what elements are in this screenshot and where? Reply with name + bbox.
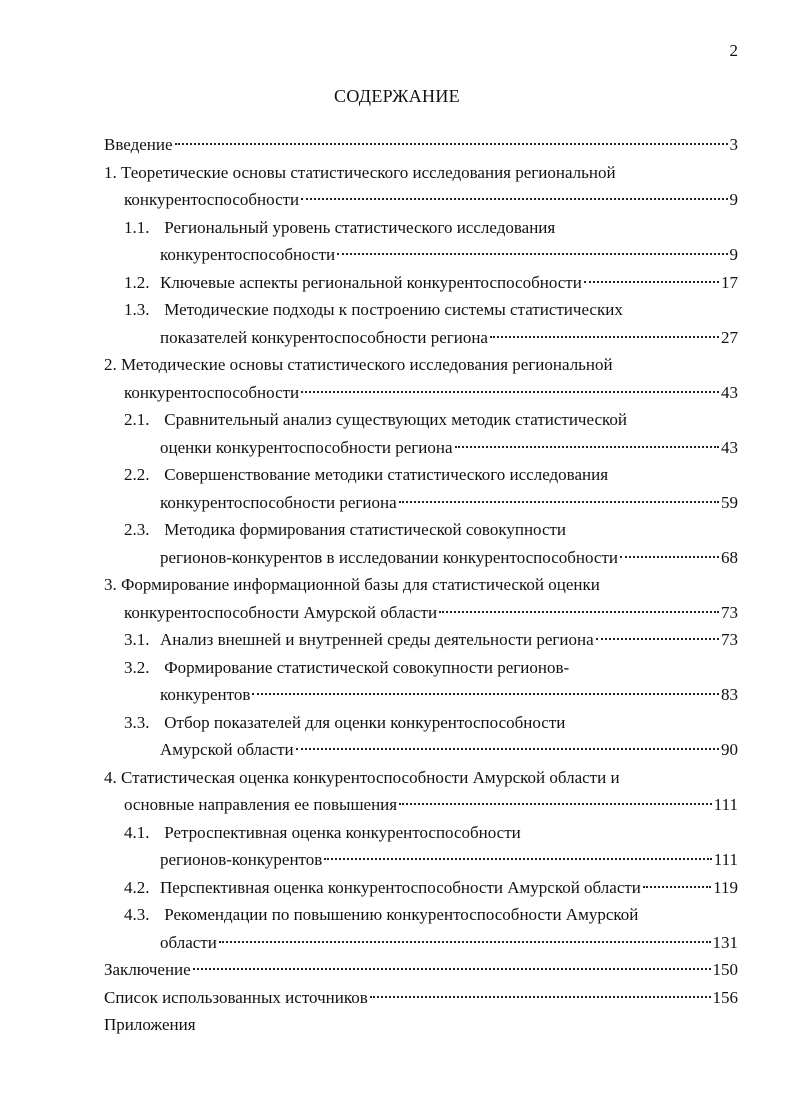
toc-page-number: 9	[729, 245, 738, 264]
toc-chapter-2-line1	[104, 351, 738, 379]
toc-section-1-2	[104, 269, 738, 297]
toc-chapter-4-line2	[104, 791, 738, 819]
toc-page-number: 83	[721, 685, 738, 704]
table-of-contents	[104, 131, 738, 1039]
toc-entry-text: Теоретические основы статистического исследования региональной	[121, 162, 616, 182]
toc-entry-text: оценки конкурентоспособности региона	[160, 437, 453, 457]
toc-page-number: 150	[712, 960, 738, 979]
toc-entry-text: конкурентоспособности	[160, 245, 336, 264]
toc-page-number: 73	[721, 630, 738, 649]
toc-entry-text: Совершенствование методики статистического исследования	[164, 465, 609, 484]
toc-chapter-number: 1.	[104, 162, 117, 182]
toc-section-number: 4.3.	[124, 905, 150, 924]
toc-section-3-3-line2	[104, 736, 738, 764]
dot-leader	[175, 143, 728, 145]
dot-leader	[490, 336, 719, 338]
toc-entry-text: Приложения	[104, 1015, 196, 1034]
toc-entry-text: Введение	[104, 135, 173, 154]
toc-section-4-1-line1	[104, 819, 738, 847]
dot-leader	[252, 693, 719, 695]
toc-page-number: 9	[729, 190, 738, 209]
toc-section-number: 1.2.	[124, 272, 150, 292]
toc-section-number: 3.3.	[124, 712, 150, 732]
dot-leader	[584, 281, 719, 283]
toc-page-number: 43	[721, 382, 738, 402]
toc-section-4-3-line2	[104, 929, 738, 957]
toc-chapter-number: 2.	[104, 355, 117, 374]
toc-entry-text: основные направления ее повышения	[124, 795, 398, 814]
toc-entry-text: Анализ внешней и внутренней среды деятельности региона	[160, 630, 594, 649]
toc-section-number: 2.3.	[124, 520, 150, 539]
toc-entry-text: Методические подходы к построению системы статистических	[164, 300, 623, 319]
dot-leader	[301, 198, 727, 200]
toc-entry-text: Амурской области	[160, 740, 294, 759]
toc-entry-text: регионов-конкурентов	[160, 850, 323, 869]
page-title: СОДЕРЖАНИЕ	[334, 86, 460, 106]
toc-section-number: 2.2.	[124, 465, 150, 484]
toc-chapter-4-line1	[104, 764, 738, 792]
toc-section-1-3-line2	[104, 324, 738, 352]
toc-entry-text: показателей конкурентоспособности региона	[160, 327, 488, 347]
toc-entry-text: конкурентоспособности Амурской области	[124, 602, 438, 622]
toc-section-1-1-line1	[104, 214, 738, 242]
toc-section-4-2	[104, 874, 738, 902]
toc-page-number: 68	[721, 547, 738, 567]
toc-chapter-1-line1	[104, 159, 738, 187]
toc-chapter-number: 3.	[104, 575, 117, 594]
toc-entry-text: Отбор показателей для оценки конкурентоспособности	[164, 712, 566, 732]
toc-section-2-2-line1	[104, 461, 738, 489]
dot-leader	[370, 996, 711, 998]
toc-entry-text: Ретроспективная оценка конкурентоспособности	[164, 822, 521, 842]
toc-page-number: 111	[713, 795, 738, 814]
dot-leader	[193, 968, 711, 970]
toc-entry-text: Ключевые аспекты региональной конкурентоспособности	[160, 272, 582, 292]
toc-entry-appendix	[104, 1011, 738, 1039]
toc-entry-text: Список использованных источников	[104, 987, 368, 1007]
toc-page-number: 3	[729, 135, 738, 154]
dot-leader	[399, 501, 719, 503]
dot-leader	[455, 446, 720, 448]
toc-section-1-1-line2	[104, 241, 738, 269]
toc-entry-text: Заключение	[104, 960, 191, 979]
toc-page-number: 90	[721, 740, 738, 759]
toc-entry-text: Статистическая оценка конкурентоспособности Амурской области и	[121, 767, 620, 787]
toc-entry-text: Региональный уровень статистического исследования	[164, 217, 556, 237]
toc-entry-text: Перспективная оценка конкурентоспособности Амурской области	[160, 877, 641, 897]
toc-chapter-number: 4.	[104, 767, 117, 787]
toc-section-3-1	[104, 626, 738, 654]
toc-section-1-3-line1	[104, 296, 738, 324]
toc-entry-text: конкурентоспособности	[124, 382, 300, 402]
dot-leader	[643, 886, 711, 888]
toc-page-number: 43	[721, 437, 738, 457]
toc-entry-text: Формирование информационной базы для статистической оценки	[121, 575, 600, 594]
toc-page-number: 27	[721, 327, 738, 347]
toc-entry-text: Сравнительный анализ существующих методик статистической	[164, 410, 627, 429]
toc-entry-conclusion	[104, 956, 738, 984]
toc-section-number: 2.1.	[124, 410, 150, 429]
toc-entry-sources	[104, 984, 738, 1012]
dot-leader	[399, 803, 712, 805]
dot-leader	[439, 611, 719, 613]
toc-entry-text: конкурентоспособности региона	[160, 492, 397, 512]
toc-page-number: 111	[713, 850, 738, 869]
dot-leader	[324, 858, 711, 860]
toc-page-number: 119	[713, 877, 738, 897]
toc-chapter-3-line2	[104, 599, 738, 627]
dot-leader	[301, 391, 719, 393]
toc-section-number: 3.1.	[124, 630, 150, 649]
dot-leader	[620, 556, 719, 558]
toc-entry-text: области	[160, 932, 217, 952]
toc-entry-text: Методика формирования статистической совокупности	[164, 520, 567, 539]
toc-section-2-3-line2	[104, 544, 738, 572]
toc-section-3-3-line1	[104, 709, 738, 737]
toc-page-number: 59	[721, 492, 738, 512]
toc-page-number: 73	[721, 602, 738, 622]
dot-leader	[596, 638, 719, 640]
toc-section-number: 1.3.	[124, 300, 150, 319]
toc-chapter-2-line2	[104, 379, 738, 407]
toc-entry-text: Формирование статистической совокупности регионов-	[164, 657, 570, 677]
toc-section-number: 1.1.	[124, 217, 150, 237]
page-number: 2	[729, 41, 738, 60]
toc-section-4-3-line1	[104, 901, 738, 929]
toc-section-2-1-line1	[104, 406, 738, 434]
toc-section-2-3-line1	[104, 516, 738, 544]
toc-section-3-2-line2	[104, 681, 738, 709]
toc-section-4-1-line2	[104, 846, 738, 874]
toc-section-3-2-line1	[104, 654, 738, 682]
toc-entry-text: Методические основы статистического исследования региональной	[121, 355, 613, 374]
toc-page-number: 131	[712, 932, 738, 952]
toc-entry-text: конкурентоспособности	[124, 190, 300, 209]
dot-leader	[219, 941, 711, 943]
toc-section-2-2-line2	[104, 489, 738, 517]
toc-chapter-1-line2	[104, 186, 738, 214]
dot-leader	[296, 748, 719, 750]
toc-page-number: 156	[712, 987, 738, 1007]
toc-section-number: 3.2.	[124, 657, 150, 677]
toc-section-2-1-line2	[104, 434, 738, 462]
toc-section-number: 4.2.	[124, 877, 150, 897]
toc-entry-intro	[104, 131, 738, 159]
toc-entry-text: регионов-конкурентов в исследовании конкурентоспособности	[160, 547, 618, 567]
toc-chapter-3-line1	[104, 571, 738, 599]
toc-section-number: 4.1.	[124, 822, 150, 842]
toc-page-number: 17	[721, 272, 738, 292]
dot-leader	[337, 253, 727, 255]
toc-entry-text: Рекомендации по повышению конкурентоспособности Амурской	[164, 905, 639, 924]
toc-entry-text: конкурентов	[160, 685, 251, 704]
